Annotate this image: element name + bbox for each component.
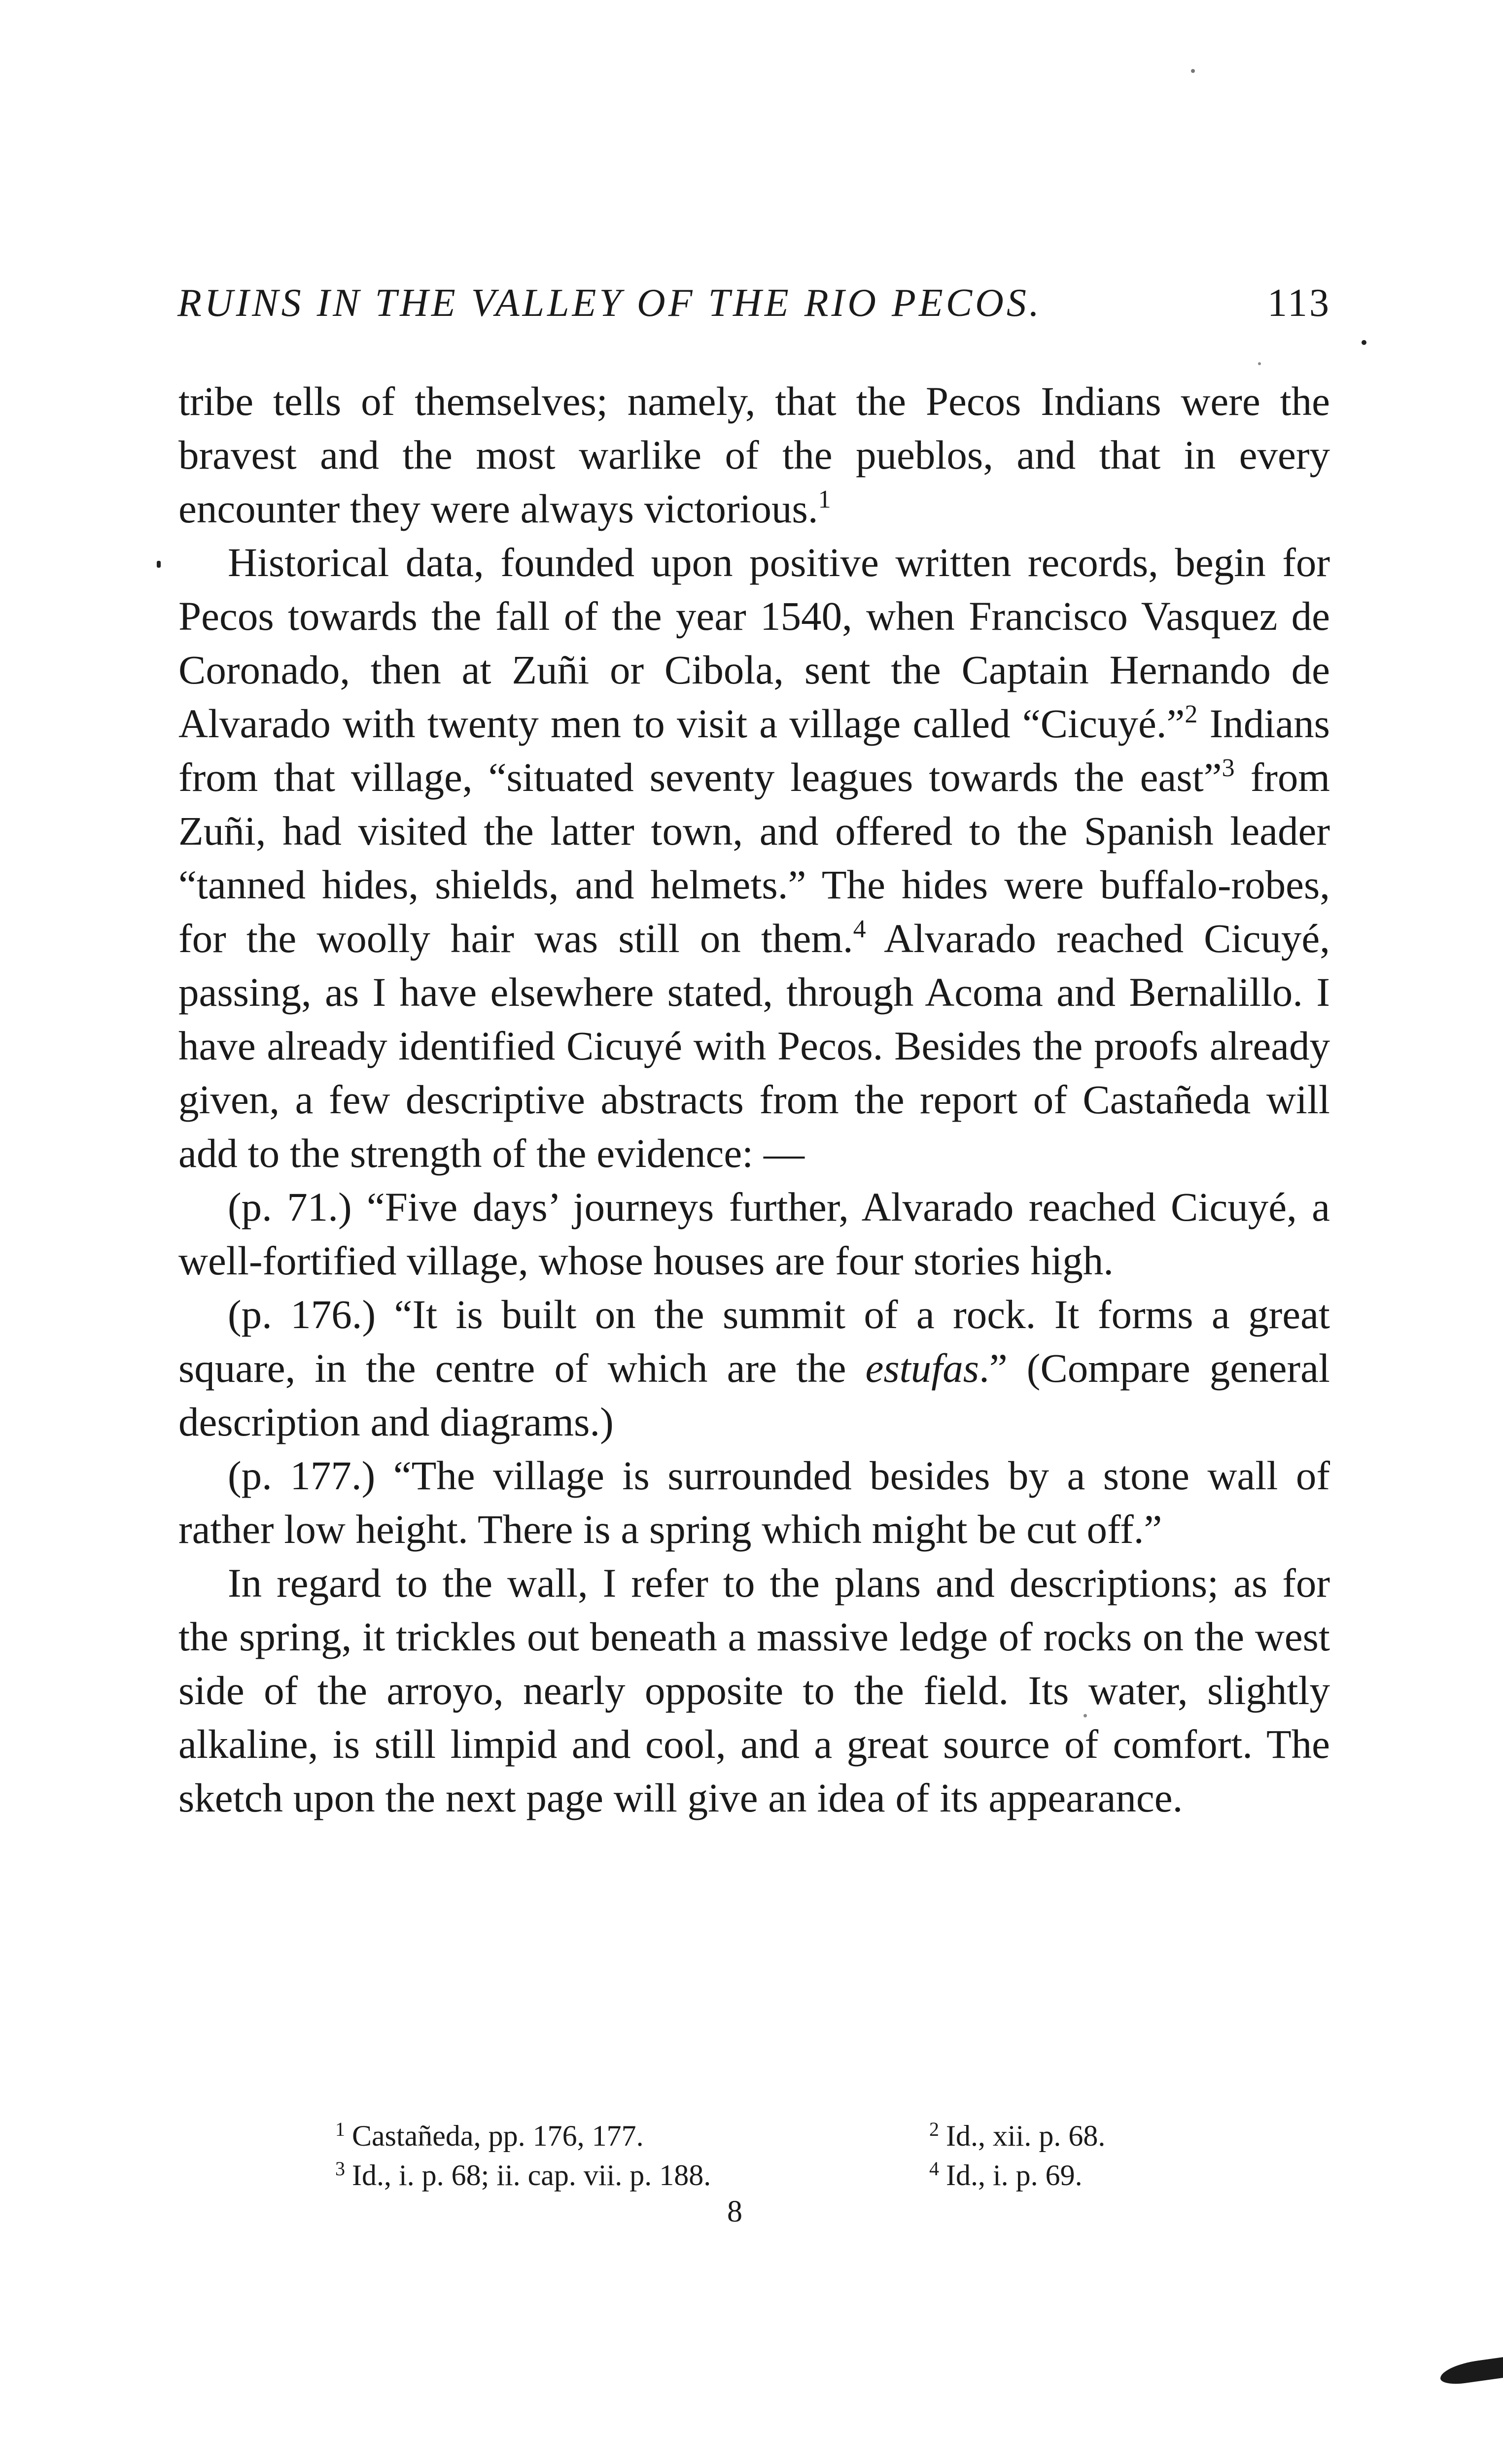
running-head <box>177 276 1331 330</box>
footnote-4-text: Id., i. p. 69. <box>946 2159 1083 2191</box>
paragraph-2-part-a: Historical data, founded upon positive written records, begin for Pecos towards the fall of the year 1540, when Francisco Vasquez de Coronado, then at Zuñi or Cibola, sent the Captain Hernando de Alvarado with twenty men to visit a village called “Cicuyé.” <box>178 540 1330 746</box>
print-speck <box>1084 1714 1087 1717</box>
paragraph-2-part-d: Alvarado reached Cicuyé, passing, as I have elsewhere stated, through Acoma and Bernalillo. I have already identified Cicuyé with Pecos. Besides the proofs already given, a few descriptive abstracts from the report of Castañeda will add to the strength of the evidence: — <box>178 916 1330 1176</box>
footnote-4 <box>929 2156 1083 2194</box>
footnote-2-text: Id., xii. p. 68. <box>946 2120 1106 2152</box>
running-title: RUINS IN THE VALLEY OF THE RIO PECOS. <box>177 281 1042 325</box>
footnote-3 <box>335 2156 711 2194</box>
footnote-ref-2: 2 <box>1185 700 1198 728</box>
footnote-1 <box>335 2117 644 2155</box>
paragraph-2-part-b: Indians from that village, “situated seventy leagues towards the east” <box>178 701 1330 800</box>
footnote-ref-4: 4 <box>853 915 866 943</box>
paragraph-4-emphasis: estufas <box>865 1345 979 1391</box>
paragraph-1 <box>178 375 1330 536</box>
body-text <box>178 375 1330 1825</box>
footnote-2-number: 2 <box>929 2118 939 2140</box>
page-number: 113 <box>1267 281 1331 325</box>
signature-mark: 8 <box>727 2195 742 2228</box>
footnote-2 <box>929 2117 1105 2155</box>
ink-smudge <box>1440 2357 1503 2387</box>
footnote-1-text: Castañeda, pp. 176, 177. <box>352 2120 644 2152</box>
paragraph-4-part-b: .” (Compare general description and diagrams.) <box>178 1345 1330 1444</box>
print-speck <box>1362 340 1366 345</box>
print-speck <box>157 561 161 568</box>
paragraph-2 <box>178 536 1330 1180</box>
footnote-3-text: Id., i. p. 68; ii. cap. vii. p. 188. <box>352 2159 711 2191</box>
footnote-ref-1: 1 <box>818 485 831 513</box>
paragraph-1-text: tribe tells of themselves; namely, that the Pecos Indians were the bravest and the most warlike of the pueblos, and that in every encounter they were always victorious. <box>178 378 1330 531</box>
footnote-row <box>335 2156 1223 2195</box>
footnote-3-number: 3 <box>335 2157 345 2180</box>
paragraph-4-part-a: (p. 176.) “It is built on the summit of a rock. It forms a great square, in the centre of which are the <box>178 1292 1330 1391</box>
print-speck <box>1191 69 1195 73</box>
footnotes <box>335 2117 1223 2195</box>
paragraph-6: In regard to the wall, I refer to the plans and descriptions; as for the spring, it trickles out beneath a massive ledge of rocks on the west side of the arroyo, nearly opposite to the field. Its water, slightly alkaline, is still limpid and cool, and a great source of comfort. The sketch upon the next page will give an idea of its appearance. <box>178 1560 1330 1820</box>
footnote-row <box>335 2117 1223 2156</box>
footnote-4-number: 4 <box>929 2157 939 2180</box>
paragraph-3: (p. 71.) “Five days’ journeys further, Alvarado reached Cicuyé, a well-fortified village, whose houses are four stories high. <box>178 1184 1330 1283</box>
paragraph-5: (p. 177.) “The village is surrounded besides by a stone wall of rather low height. There is a spring which might be cut off.” <box>178 1453 1330 1552</box>
footnote-ref-3: 3 <box>1222 754 1235 782</box>
paragraph-4 <box>178 1288 1330 1449</box>
paragraph-2-part-c: from Zuñi, had visited the latter town, and offered to the Spanish leader “tanned hides, shields, and helmets.” The hides were buffalo-robes, for the woolly hair was still on them. <box>178 754 1330 961</box>
print-speck <box>1258 362 1261 365</box>
footnote-1-number: 1 <box>335 2118 345 2140</box>
